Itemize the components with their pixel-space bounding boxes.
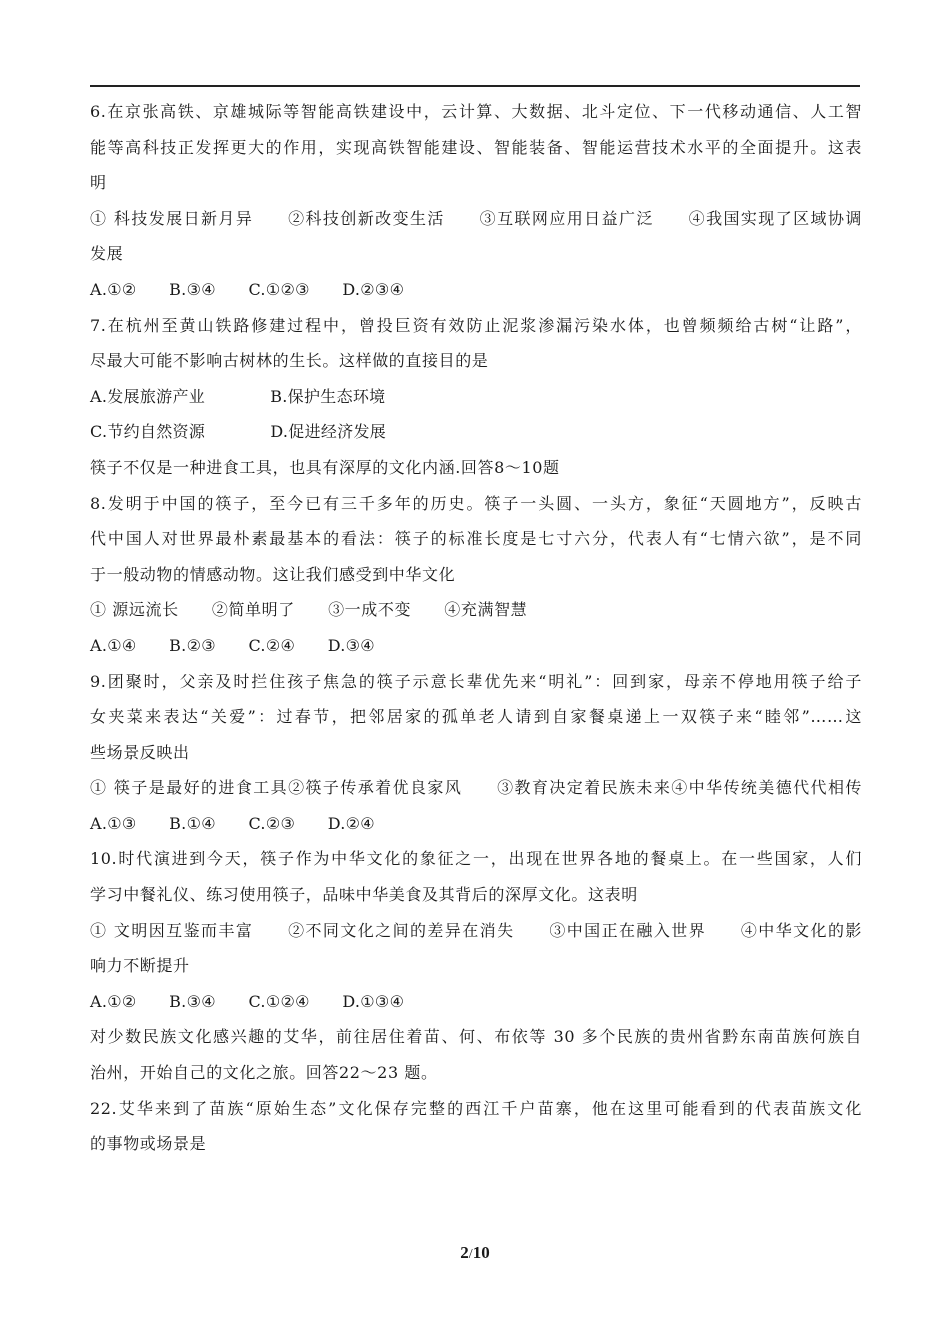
- q8-options: A.①④ B.②③ C.②④ D.③④: [90, 635, 375, 655]
- q6-stem-line: 能等高科技正发挥更大的作用，实现高铁智能建设、智能装备、智能运营技术水平的全面提升。这表: [90, 137, 862, 157]
- q7-options: A.发展旅游产业 B.保护生态环境: [90, 386, 386, 406]
- header-rule: [90, 85, 860, 87]
- q7-stem-line: 尽最大可能不影响古树林的生长。这样做的直接目的是: [90, 351, 489, 371]
- page-separator: /: [468, 1247, 473, 1262]
- q8-statements: ① 源远流长 ②简单明了 ③一成不变 ④充满智慧: [90, 600, 528, 620]
- page-current: 2: [460, 1243, 469, 1262]
- material-intro: 治州，开始自己的文化之旅。回答22～23 题。: [90, 1063, 438, 1083]
- q9-stem-line: 些场景反映出: [90, 742, 190, 762]
- q10-options: A.①② B.③④ C.①②④ D.①③④: [90, 991, 405, 1011]
- q10-stem-line: 学习中餐礼仪、练习使用筷子，品味中华美食及其背后的深厚文化。这表明: [90, 885, 638, 905]
- q9-stem-line: 女夹菜来表达“关爱”：过春节，把邻居家的孤单老人请到自家餐桌递上一双筷子来“睦邻”……这: [90, 707, 862, 727]
- material-intro: 对少数民族文化感兴趣的艾华，前往居住着苗、何、布依等 30 多个民族的贵州省黔东南苗族何族自: [90, 1027, 862, 1047]
- page-number: [0, 1243, 950, 1263]
- q6-options: A.①② B.③④ C.①②③ D.②③④: [90, 279, 405, 299]
- q22-stem-line: 22.艾华来到了苗族“原始生态”文化保存完整的西江千户苗寨，他在这里可能看到的代表苗族文化: [90, 1098, 862, 1118]
- q7-stem-line: 7.在杭州至黄山铁路修建过程中，曾投巨资有效防止泥浆渗漏污染水体，也曾频频给古树“让路”，: [90, 315, 862, 335]
- q22-stem-line: 的事物或场景是: [90, 1134, 207, 1154]
- q10-stem-line: 10.时代演进到今天，筷子作为中华文化的象征之一，出现在世界各地的餐桌上。在一些国家，人们: [90, 849, 862, 869]
- q8-stem-line: 8.发明于中国的筷子，至今已有三千多年的历史。筷子一头圆、一头方，象征“天圆地方”，反映古: [90, 493, 862, 513]
- document-body: [90, 94, 862, 1162]
- q9-statements: ① 筷子是最好的进食工具②筷子传承着优良家风 ③教育决定着民族未来④中华传统美德代代相传: [90, 778, 862, 798]
- q6-statements: 发展: [90, 244, 124, 264]
- q6-statements: ① 科技发展日新月异 ②科技创新改变生活 ③互联网应用日益广泛 ④我国实现了区域协调: [90, 208, 862, 228]
- q10-statements: 响力不断提升: [90, 956, 190, 976]
- page-total: 10: [472, 1243, 490, 1262]
- q6-stem-line: 明: [90, 173, 107, 193]
- q7-options: C.节约自然资源 D.促进经济发展: [90, 422, 387, 442]
- q10-statements: ① 文明因互鉴而丰富 ②不同文化之间的差异在消失 ③中国正在融入世界 ④中华文化的影: [90, 920, 862, 940]
- q9-options: A.①③ B.①④ C.②③ D.②④: [90, 813, 375, 833]
- q8-stem-line: 于一般动物的情感动物。这让我们感受到中华文化: [90, 564, 456, 584]
- q9-stem-line: 9.团聚时，父亲及时拦住孩子焦急的筷子示意长辈优先来“明礼”：回到家，母亲不停地用筷子给子: [90, 671, 862, 691]
- material-intro: 筷子不仅是一种进食工具，也具有深厚的文化内涵.回答8～10题: [90, 457, 560, 477]
- q8-stem-line: 代中国人对世界最朴素最基本的看法：筷子的标准长度是七寸六分，代表人有“七情六欲”，是不同: [90, 529, 862, 549]
- q6-stem-line: 6.在京张高铁、京雄城际等智能高铁建设中，云计算、大数据、北斗定位、下一代移动通信、人工智: [90, 102, 862, 121]
